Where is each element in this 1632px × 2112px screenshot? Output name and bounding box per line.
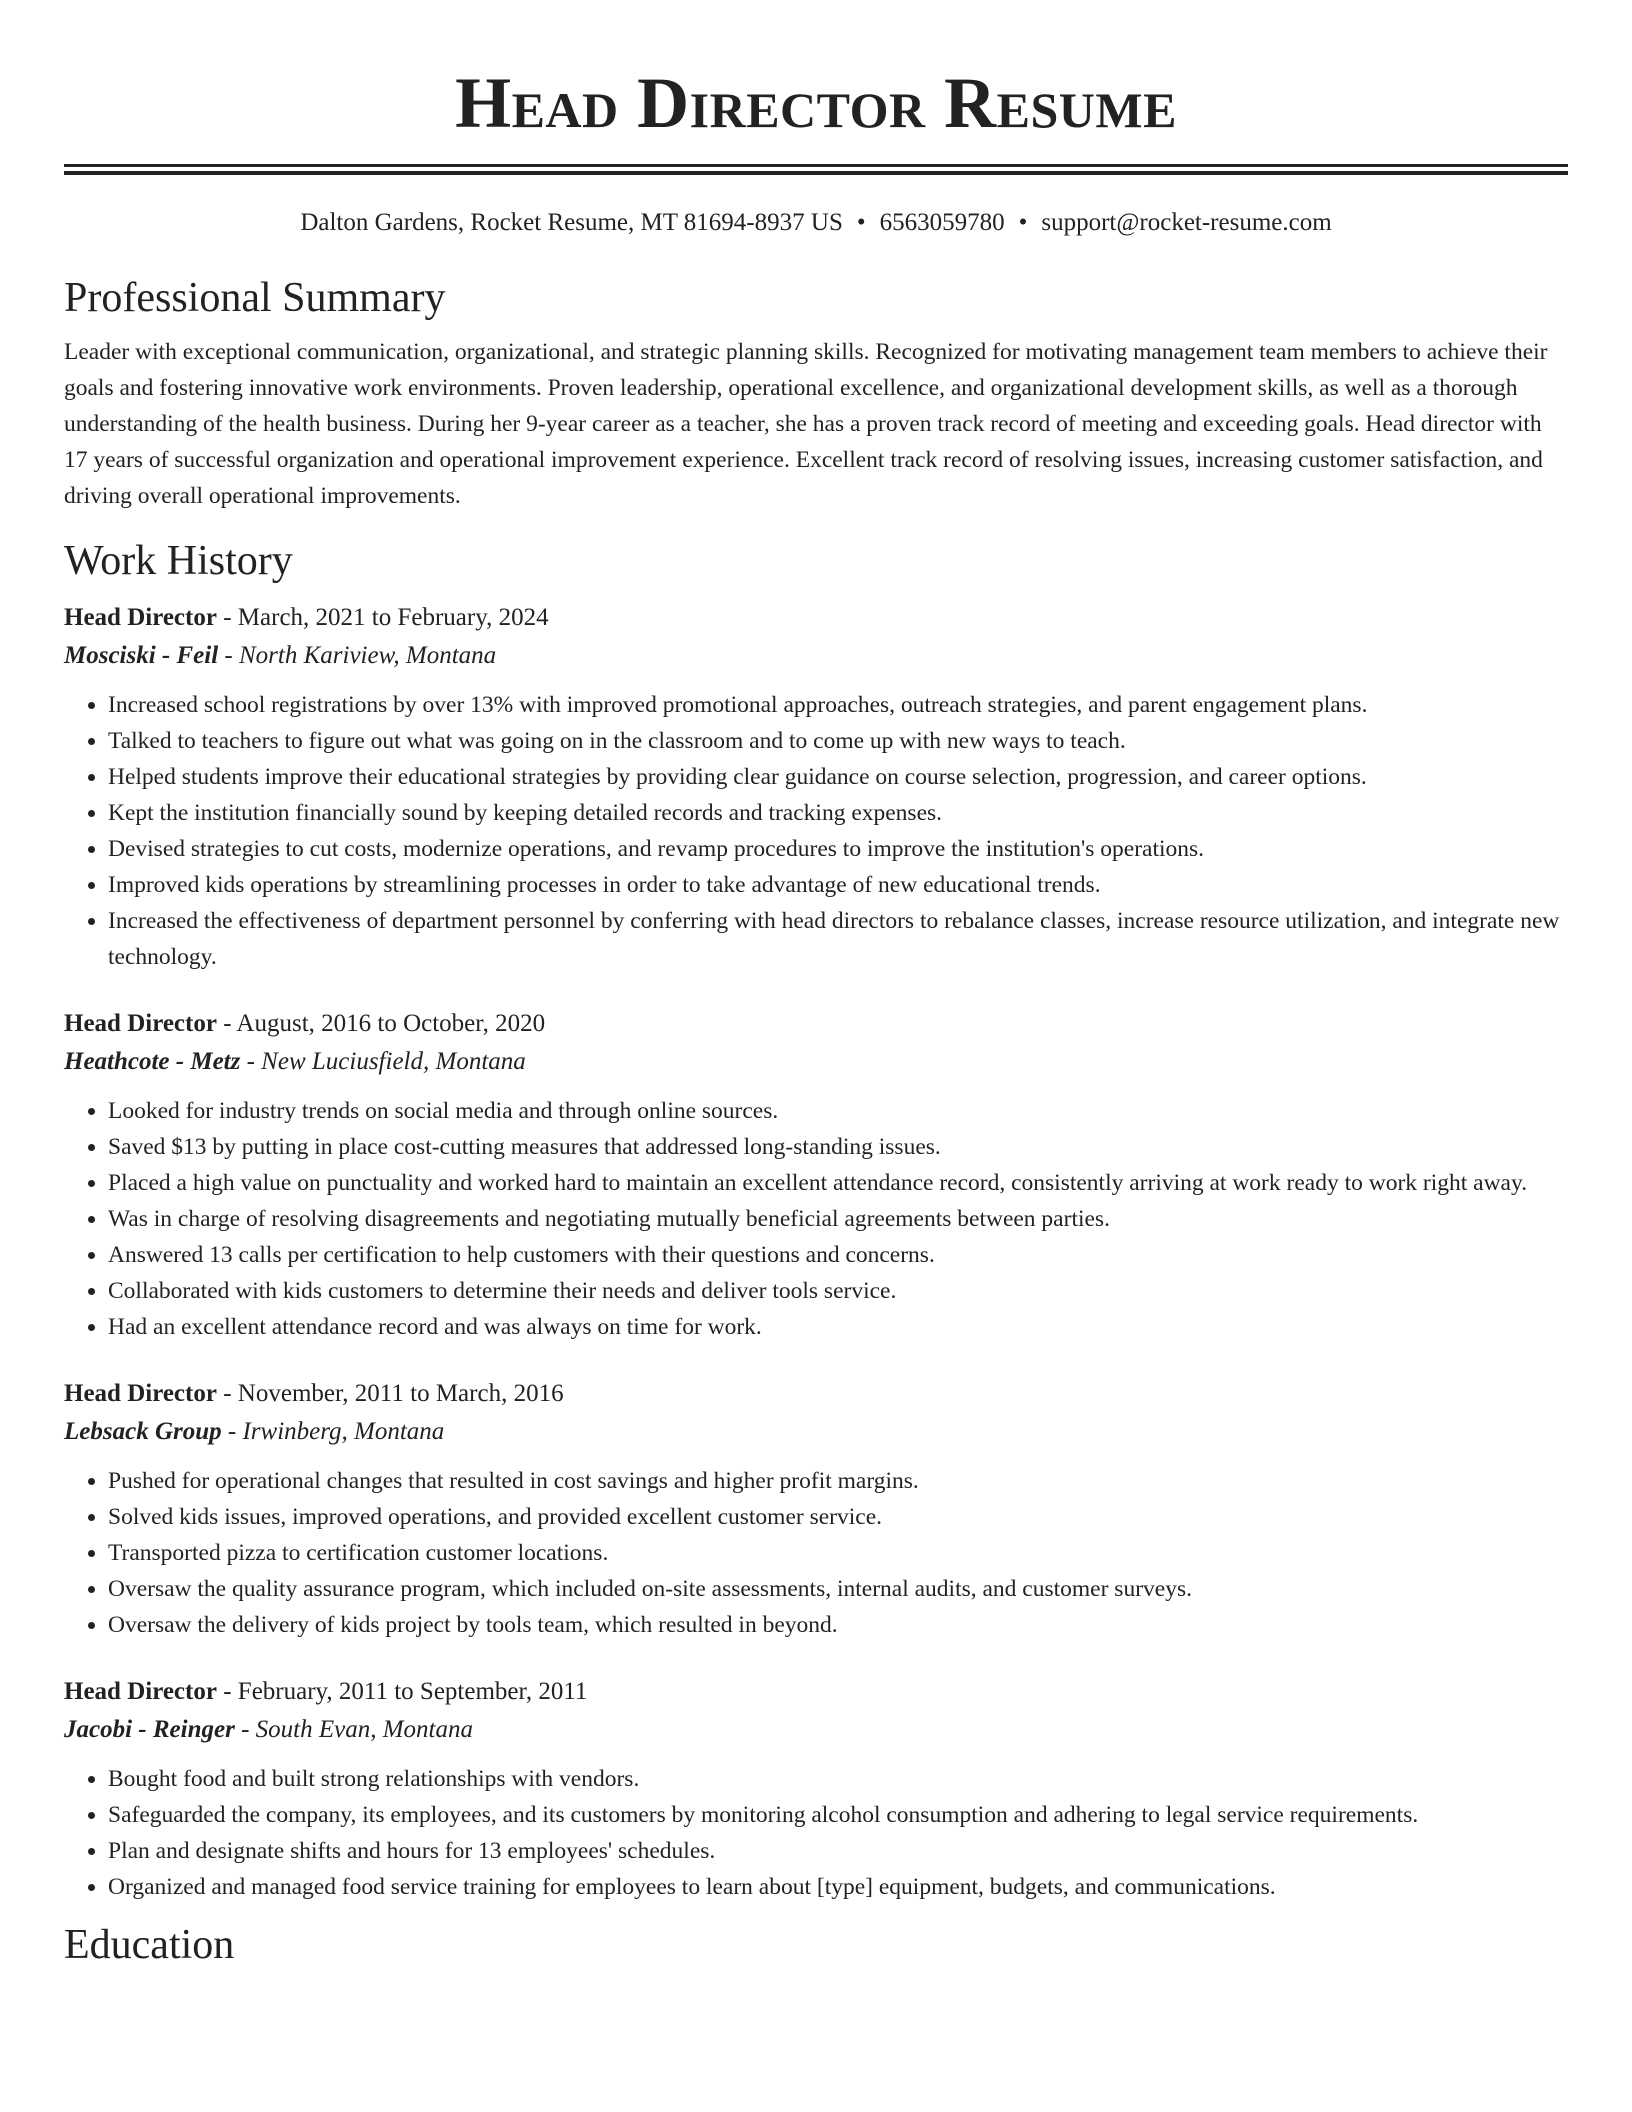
job-location: - South Evan, Montana bbox=[234, 1716, 473, 1743]
job-company-line bbox=[64, 1413, 1568, 1451]
duty-item: • Transported pizza to certification customer locations. bbox=[108, 1535, 1568, 1571]
job-duties bbox=[64, 687, 1568, 975]
job-entry bbox=[64, 1673, 1568, 1905]
job-dates: - August, 2016 to October, 2020 bbox=[216, 1010, 546, 1037]
contact-separator: • bbox=[856, 209, 866, 236]
job-location: - North Kariview, Montana bbox=[218, 642, 497, 669]
contact-phone: 6563059780 bbox=[879, 209, 1005, 236]
job-company: Heathcote - Metz bbox=[64, 1048, 241, 1075]
job-dates: - March, 2021 to February, 2024 bbox=[216, 604, 549, 631]
duty-item: • Organized and managed food service training for employees to learn about [type] equipment, budgets, and communications. bbox=[108, 1869, 1568, 1905]
job-position: Head Director bbox=[64, 1380, 217, 1407]
job-company-line bbox=[64, 1711, 1568, 1749]
job-entry bbox=[64, 1375, 1568, 1643]
duty-item: • Devised strategies to cut costs, modernize operations, and revamp procedures to improve the institution's operations. bbox=[108, 831, 1568, 867]
summary-text: Leader with exceptional communication, organizational, and strategic planning skills. Recognized for motivating management team members to achieve their goals and fostering innovative work environments. Proven leadership, operational excellence, and organizational development skills, as well as a thorough understanding of the health business. During her 9-year career as a teacher, she has a proven track record of meeting and exceeding goals. Head director with 17 years of successful organization and operational improvement experience. Excellent track record of resolving issues, increasing customer satisfaction, and driving overall operational improvements. bbox=[64, 339, 1548, 509]
job-entry bbox=[64, 1005, 1568, 1345]
duty-item: • Improved kids operations by streamlining processes in order to take advantage of new educational trends. bbox=[108, 867, 1568, 903]
work-history-list bbox=[64, 599, 1568, 1905]
job-company-line bbox=[64, 637, 1568, 675]
duty-item: • Talked to teachers to figure out what was going on in the classroom and to come up with new ways to teach. bbox=[108, 723, 1568, 759]
contact-separator: • bbox=[1018, 209, 1028, 236]
job-entry bbox=[64, 599, 1568, 975]
job-position: Head Director bbox=[64, 604, 217, 631]
job-dates: - November, 2011 to March, 2016 bbox=[216, 1380, 564, 1407]
education-heading: Education bbox=[64, 1922, 235, 1968]
summary-heading: Professional Summary bbox=[64, 275, 446, 321]
duty-item: • Answered 13 calls per certification to help customers with their questions and concerns. bbox=[108, 1237, 1568, 1273]
work-history-heading: Work History bbox=[64, 538, 293, 584]
title-double-rule bbox=[64, 164, 1568, 175]
job-company: Lebsack Group bbox=[64, 1418, 222, 1445]
job-position: Head Director bbox=[64, 1678, 217, 1705]
job-company: Mosciski - Feil bbox=[64, 642, 219, 669]
duty-item: • Increased school registrations by over 13% with improved promotional approaches, outreach strategies, and parent engagement plans. bbox=[108, 687, 1568, 723]
duty-item: • Kept the institution financially sound by keeping detailed records and tracking expenses. bbox=[108, 795, 1568, 831]
duty-item: • Increased the effectiveness of department personnel by conferring with head directors to rebalance classes, increase resource utilization, and integrate new technology. bbox=[108, 903, 1568, 975]
duty-item: • Looked for industry trends on social media and through online sources. bbox=[108, 1093, 1568, 1129]
duty-item: • Solved kids issues, improved operations, and provided excellent customer service. bbox=[108, 1499, 1568, 1535]
duty-item: • Oversaw the delivery of kids project by tools team, which resulted in beyond. bbox=[108, 1607, 1568, 1643]
job-duties bbox=[64, 1093, 1568, 1345]
job-duties bbox=[64, 1463, 1568, 1643]
job-location: - New Luciusfield, Montana bbox=[240, 1048, 526, 1075]
duty-item: • Placed a high value on punctuality and worked hard to maintain an excellent attendance record, consistently arriving at work ready to work right away. bbox=[108, 1165, 1568, 1201]
contact-line bbox=[64, 206, 1568, 240]
job-dates: - February, 2011 to September, 2011 bbox=[216, 1678, 588, 1705]
job-company: Jacobi - Reinger bbox=[64, 1716, 235, 1743]
job-position: Head Director bbox=[64, 1010, 217, 1037]
job-location: - Irwinberg, Montana bbox=[221, 1418, 445, 1445]
duty-item: • Was in charge of resolving disagreements and negotiating mutually beneficial agreements between parties. bbox=[108, 1201, 1568, 1237]
job-title-line bbox=[64, 1005, 1568, 1043]
duty-item: • Pushed for operational changes that resulted in cost savings and higher profit margins. bbox=[108, 1463, 1568, 1499]
duty-item: • Bought food and built strong relationships with vendors. bbox=[108, 1761, 1568, 1797]
contact-email: support@rocket-resume.com bbox=[1041, 209, 1332, 236]
contact-address: Dalton Gardens, Rocket Resume, MT 81694-8937 US bbox=[300, 209, 843, 236]
duty-item: • Collaborated with kids customers to determine their needs and deliver tools service. bbox=[108, 1273, 1568, 1309]
resume-title: Head Director Resume bbox=[455, 63, 1177, 143]
job-title-line bbox=[64, 599, 1568, 637]
job-title-line bbox=[64, 1673, 1568, 1711]
duty-item: • Had an excellent attendance record and was always on time for work. bbox=[108, 1309, 1568, 1345]
job-title-line bbox=[64, 1375, 1568, 1413]
duty-item: • Plan and designate shifts and hours for 13 employees' schedules. bbox=[108, 1833, 1568, 1869]
duty-item: • Oversaw the quality assurance program, which included on-site assessments, internal audits, and customer surveys. bbox=[108, 1571, 1568, 1607]
duty-item: • Helped students improve their educational strategies by providing clear guidance on course selection, progression, and career options. bbox=[108, 759, 1568, 795]
job-company-line bbox=[64, 1043, 1568, 1081]
job-duties bbox=[64, 1761, 1568, 1905]
duty-item: • Safeguarded the company, its employees, and its customers by monitoring alcohol consumption and adhering to legal service requirements. bbox=[108, 1797, 1568, 1833]
duty-item: • Saved $13 by putting in place cost-cutting measures that addressed long-standing issues. bbox=[108, 1129, 1568, 1165]
